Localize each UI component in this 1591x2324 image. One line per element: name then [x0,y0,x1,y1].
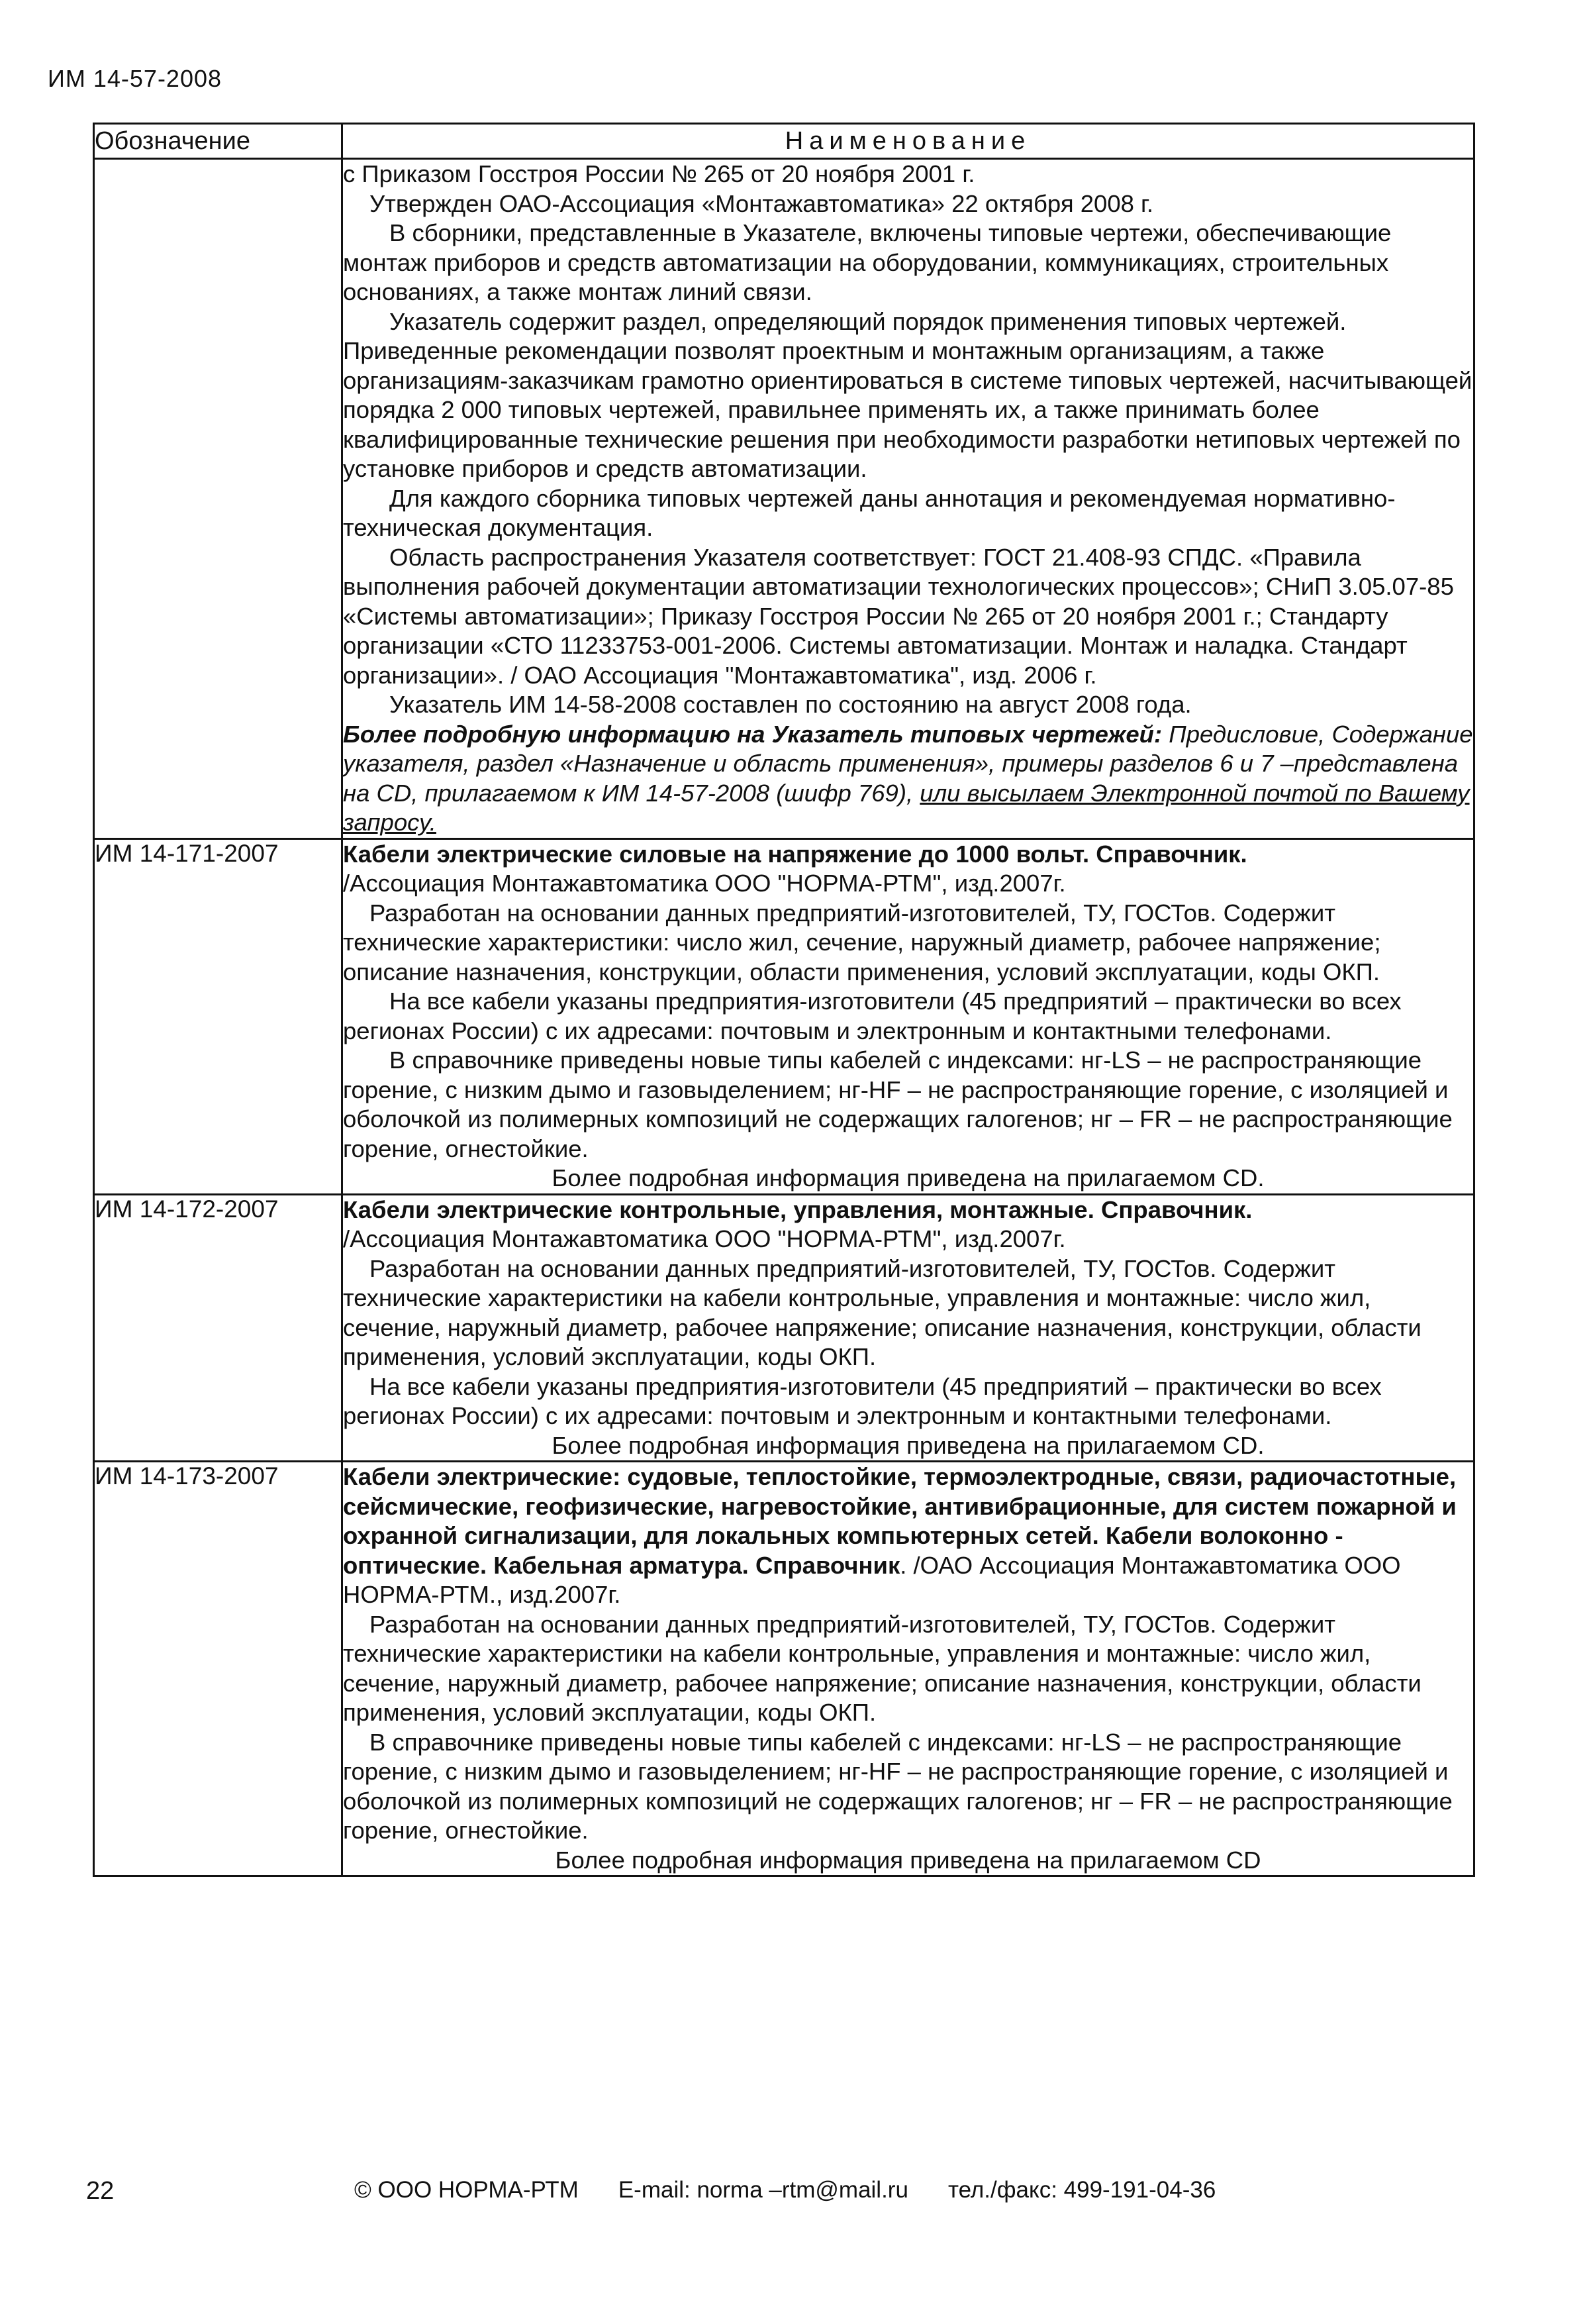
paragraph: Для каждого сборника типовых чертежей даны аннотация и рекомендуемая нормативно-техническая документация. [343,484,1396,541]
row-description [342,1462,1474,1876]
row-description [342,159,1474,839]
footer-contacts [354,2177,1216,2203]
paragraph: с Приказом Госстроя России № 265 от 20 ноября 2001 г. [343,160,975,187]
entry-publisher: . /ОАО Ассоциация Монтажавтоматика ООО НОРМА-РТМ., изд.2007г. [343,1551,1401,1608]
paragraph: В сборники, представленные в Указателе, включены типовые чертежи, обеспечивающие монтаж приборов и средств автоматизации на оборудовании, коммуникациях, строительных основаниях, а также монтаж линий связи. [343,219,1392,305]
row-code: ИМ 14-172-2007 [94,1194,342,1462]
paragraph: Указатель ИМ 14-58-2008 составлен по состоянию на август 2008 года. [389,691,1192,718]
paragraph: В справочнике приведены новые типы кабелей с индексами: нг-LS – не распространяющие горение, с низким дымо и газовыделением; нг-HF – не распространяющие горение, с изоляцией и оболочкой из полимерных композиций не содержащих галогенов; нг – FR – не распространяющие горение, огнестойкие. [343,1728,1453,1844]
paragraph: В справочнике приведены новые типы кабелей с индексами: нг-LS – не распространяющие горение, с низким дымо и газовыделением; нг-HF – не распространяющие горение, с изоляцией и оболочкой из полимерных композиций не содержащих галогенов; нг – FR – не распространяющие горение, огнестойкие. [343,1046,1453,1162]
catalog-table [93,123,1475,1877]
entry-heading [343,1195,1473,1254]
entry-heading [343,840,1473,899]
table-row [94,1462,1474,1876]
paragraph: На все кабели указаны предприятия-изготовители (45 предприятий – практически во всех регионах России) с их адресами: почтовым и электронным и контактными телефонами. [343,987,1402,1044]
paragraph: Разработан на основании данных предприятий-изготовителей, ТУ, ГОСТов. Содержит технические характеристики на кабели контрольные, управления и монтажные: число жил, сечение, наружный диаметр, рабочее напряжение; описание назначения, конструкции, области применения, условий эксплуатации, коды ОКП. [343,1610,1422,1726]
paragraph: На все кабели указаны предприятия-изготовители (45 предприятий – практически во всех регионах России) с их адресами: почтовым и электронным и контактными телефонами. [343,1372,1382,1429]
document-code: ИМ 14-57-2008 [48,65,222,92]
entry-title: Кабели электрические: судовые, теплостойкие, термоэлектродные, связи, радиочастотные, сейсмические, геофизические, нагревостойкие, антивибрационные, для систем пожарной и охранной сигнализации, для локальных компьютерных сетей. Кабели волоконно - оптические. Кабельная арматура. Справочник [343,1463,1457,1579]
paragraph: Разработан на основании данных предприятий-изготовителей, ТУ, ГОСТов. Содержит технические характеристики: число жил, сечение, наружный диаметр, рабочее напряжение; описание назначения, конструкции, области применения, условий эксплуатации, коды ОКП. [343,899,1381,985]
row-code: ИМ 14-171-2007 [94,838,342,1194]
footer-phone: тел./факс: 499-191-04-36 [947,2177,1216,2203]
page-number: 22 [86,2177,115,2205]
table-row [94,838,1474,1194]
table-row [94,159,1474,839]
paragraph: Указатель содержит раздел, определяющий порядок применения типовых чертежей. Приведенные рекомендации позволят проектным и монтажным организациям, а также организациям-заказчикам грамотно ориентироваться в системе типовых чертежей, насчитывающей порядка 2 000 типовых чертежей, правильнее применять их, а также принимать более квалифицированные технические решения при необходимости разработки нетиповых чертежей по установке приборов и средств автоматизации. [343,307,1472,482]
entry-title: Кабели электрические силовые на напряжение до 1000 вольт. Справочник. [343,840,1247,868]
paragraph: Утвержден ОАО-Ассоциация «Монтажавтоматика» 22 октября 2008 г. [369,189,1154,217]
entry-publisher: /Ассоциация Монтажавтоматика ООО "НОРМА-РТМ", изд.2007г. [343,870,1066,897]
paragraph: Разработан на основании данных предприятий-изготовителей, ТУ, ГОСТов. Содержит технические характеристики на кабели контрольные, управления и монтажные: число жил, сечение, наружный диаметр, рабочее напряжение; описание назначения, конструкции, области применения, условий эксплуатации, коды ОКП. [343,1254,1422,1370]
column-header-designation: Обозначение [94,124,342,159]
more-info-email-note: или высылаем Электронной почтой по Вашему запросу. [343,779,1470,836]
more-info-text: Предисловие, Содержание указателя, раздел «Назначение и область применения», примеры разделов 6 и 7 –представлена на CD, прилагаемом к ИМ 14-57-2008 (шифр 769), [343,720,1473,807]
column-header-name: Наименование [342,124,1474,159]
entry-publisher: /Ассоциация Монтажавтоматика ООО "НОРМА-РТМ", изд.2007г. [343,1225,1066,1252]
closing-note: Более подробная информация приведена на прилагаемом CD. [552,1164,1265,1191]
entry-heading [343,1462,1473,1610]
table-row [94,1194,1474,1462]
footer-email: E-mail: norma –rtm@mail.ru [618,2177,908,2203]
entry-title: Кабели электрические контрольные, управления, монтажные. Справочник. [343,1195,1253,1223]
closing-note: Более подробная информация приведена на прилагаемом CD [555,1846,1261,1874]
more-info-paragraph [343,720,1473,838]
row-description [342,1194,1474,1462]
row-description [342,838,1474,1194]
row-code [94,159,342,839]
row-code: ИМ 14-173-2007 [94,1462,342,1876]
closing-note: Более подробная информация приведена на прилагаемом CD. [552,1431,1265,1459]
table-header-row [94,124,1474,159]
paragraph: Область распространения Указателя соответствует: ГОСТ 21.408-93 СПДС. «Правила выполнения рабочей документации автоматизации технологических процессов»; СНиП 3.05.07-85 «Системы автоматизации»; Приказу Госстроя России № 265 от 20 ноября 2001 г.; Стандарту организации «СТО 11233753-001-2006. Системы автоматизации. Монтаж и наладка. Стандарт организации». / ОАО Ассоциация "Монтажавтоматика", изд. 2006 г. [343,543,1454,689]
footer-company: © ООО НОРМА-РТМ [354,2177,579,2203]
more-info-lead: Более подробную информацию на Указатель типовых чертежей: [343,720,1163,748]
